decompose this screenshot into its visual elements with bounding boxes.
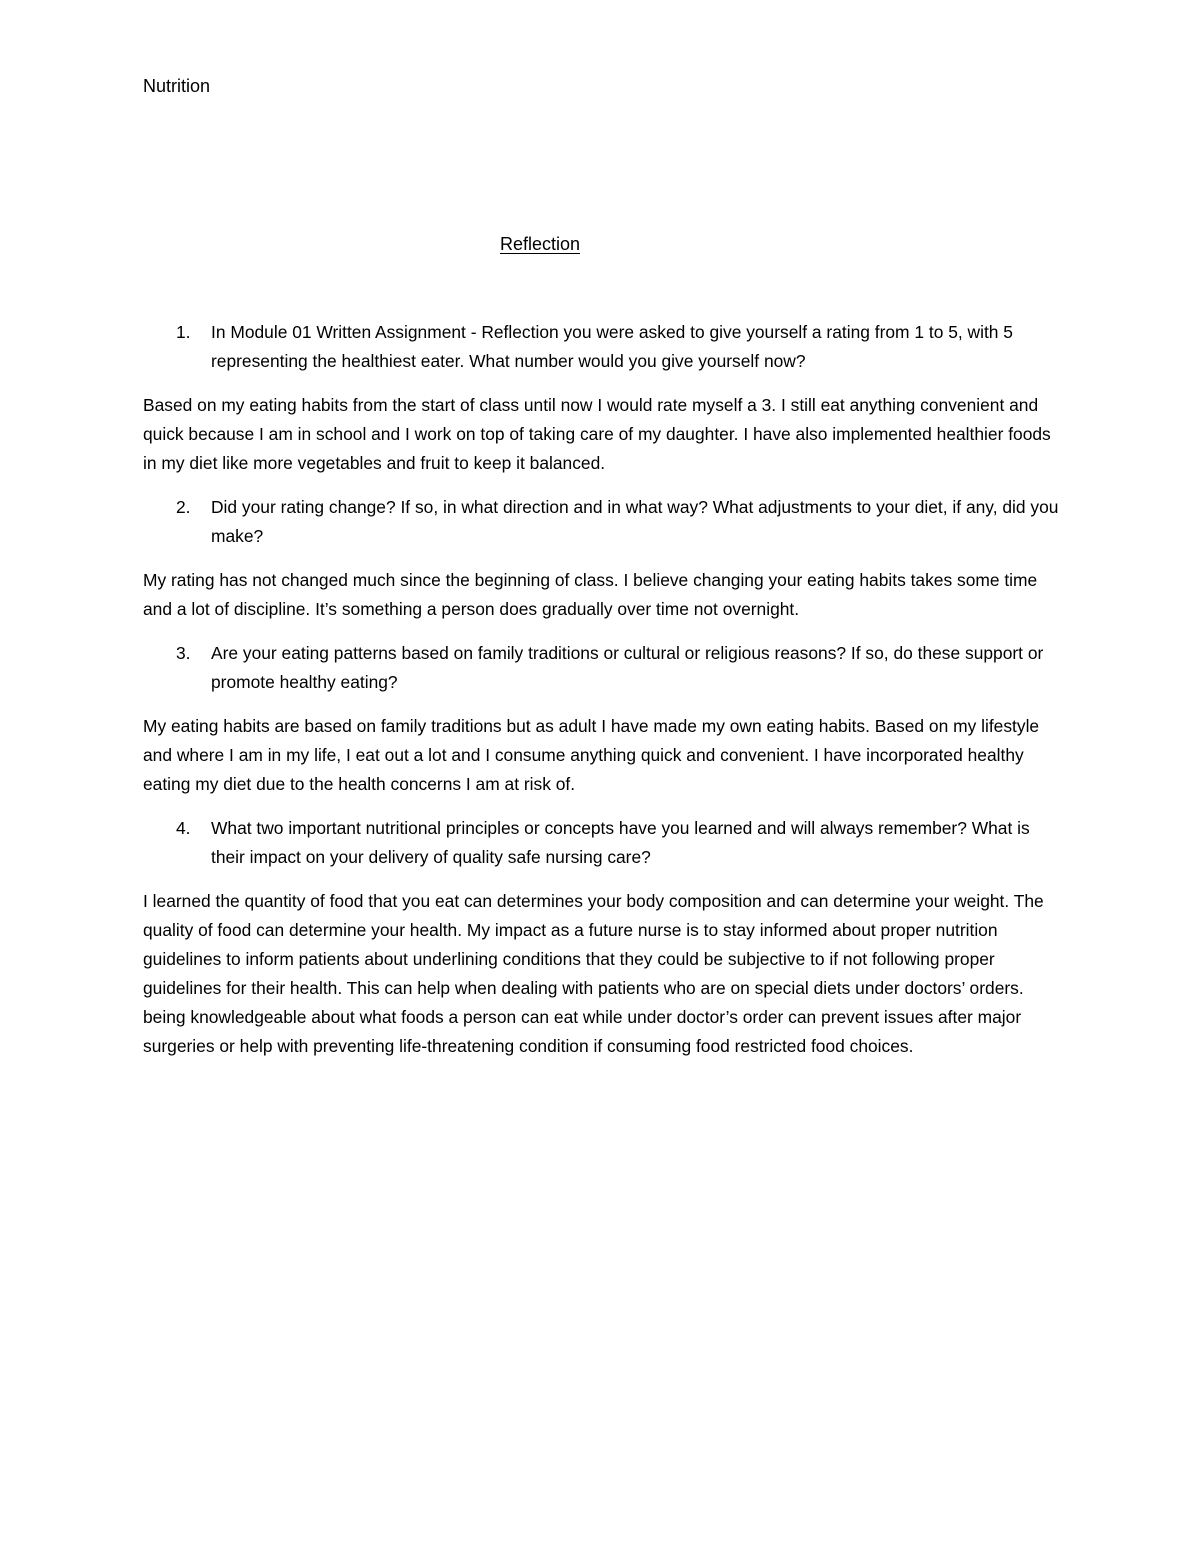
question-text: In Module 01 Written Assignment - Reflection you were asked to give yourself a rating from 1 to 5, with 5 representing the healthiest eater. What number would you give yourself now? bbox=[211, 322, 1013, 371]
page-title-text: Reflection bbox=[499, 234, 581, 254]
question-2 bbox=[143, 493, 1061, 551]
question-text: Did your rating change? If so, in what direction and in what way? What adjustments to your diet, if any, did you make? bbox=[211, 497, 1059, 546]
question-number: 3. bbox=[176, 643, 191, 663]
answer-4: I learned the quantity of food that you eat can determines your body composition and can determine your weight. The quality of food can determine your health. My impact as a future nurse is to stay informed about proper nutrition guidelines to inform patients about underlining conditions that they could be subjective to if not following proper guidelines for their health. This can help when dealing with patients who are on special diets under doctors’ orders. being knowledgeable about what foods a person can eat while under doctor’s order can prevent issues after major surgeries or help with preventing life-threatening condition if consuming food restricted food choices. bbox=[143, 891, 1044, 1056]
answer-1: Based on my eating habits from the start of class until now I would rate myself a 3. I still eat anything convenient and quick because I am in school and I work on top of taking care of my daughter. I have also implemented healthier foods in my diet like more vegetables and fruit to keep it balanced. bbox=[143, 395, 1051, 473]
question-number: 2. bbox=[176, 497, 191, 517]
document-body bbox=[143, 318, 1061, 1076]
answer-3: My eating habits are based on family traditions but as adult I have made my own eating habits. Based on my lifestyle and where I am in my life, I eat out a lot and I consume anything quick and convenient. I have incorporated healthy eating my diet due to the health concerns I am at risk of. bbox=[143, 716, 1040, 794]
question-text: What two important nutritional principles or concepts have you learned and will always remember? What is their impact on your delivery of quality safe nursing care? bbox=[211, 818, 1030, 867]
question-1 bbox=[143, 318, 1061, 376]
page-title bbox=[0, 232, 1080, 256]
running-head: Nutrition bbox=[143, 76, 211, 96]
answer-2: My rating has not changed much since the beginning of class. I believe changing your eating habits takes some time and a lot of discipline. It’s something a person does gradually over time not overnight. bbox=[143, 570, 1038, 619]
question-text: Are your eating patterns based on family traditions or cultural or religious reasons? If so, do these support or promote healthy eating? bbox=[211, 643, 1044, 692]
question-number: 4. bbox=[176, 818, 191, 838]
question-4 bbox=[143, 814, 1061, 872]
question-3 bbox=[143, 639, 1061, 697]
question-number: 1. bbox=[176, 322, 191, 342]
